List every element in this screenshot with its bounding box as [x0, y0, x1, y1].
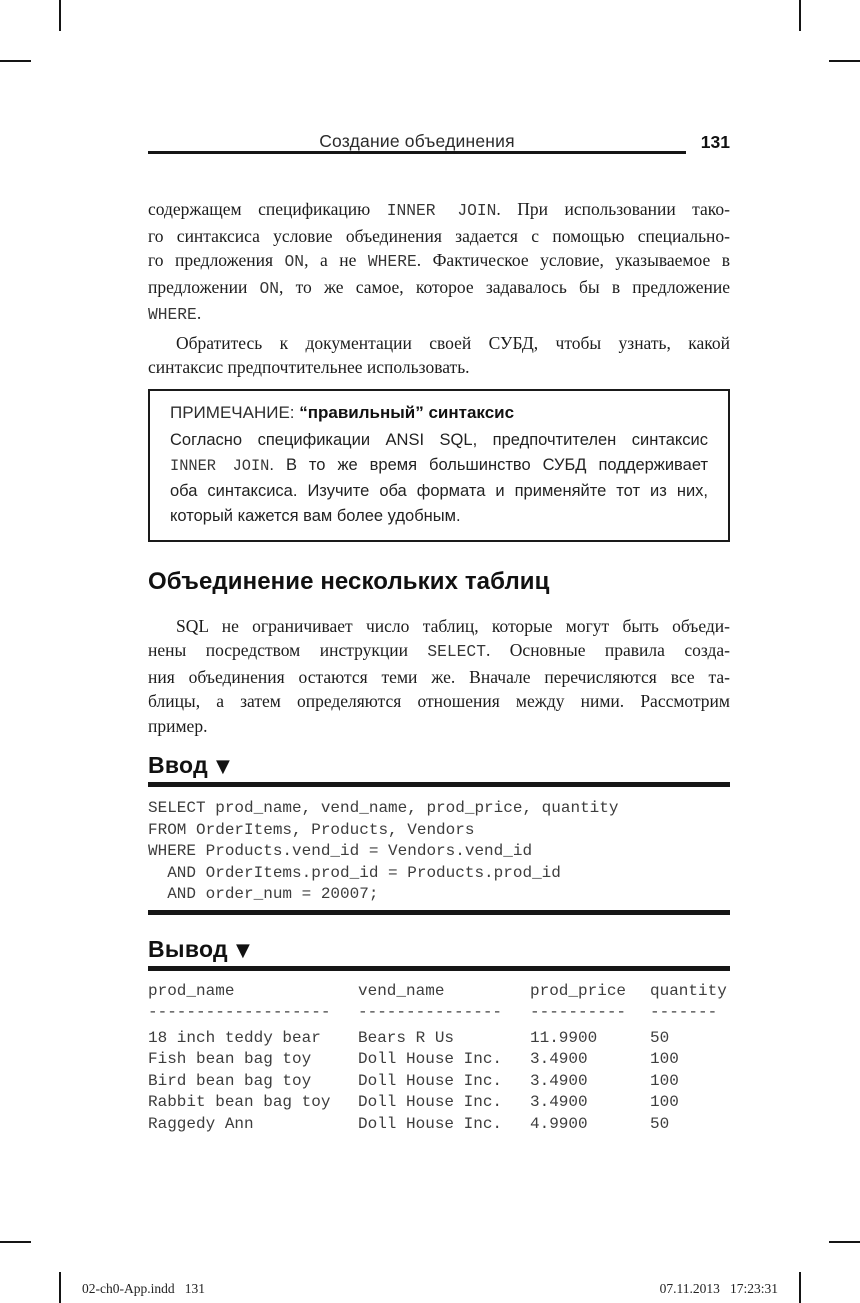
triangle-down-icon: ▼: [235, 939, 250, 961]
crop-mark-top-right-vertical: [799, 0, 801, 31]
note-title: ПРИМЕЧАНИЕ: “правильный” синтаксис: [170, 402, 515, 422]
text-line: синтаксис предпочтительнее использовать.: [148, 357, 470, 377]
note-box: [148, 389, 730, 542]
table-cell: 50: [650, 1114, 670, 1133]
text-line: го синтаксиса условие объединения задается с помощью специально-: [148, 225, 730, 246]
table-row: [148, 1071, 730, 1093]
text-line: го предложения ON, а не WHERE. Фактическое условие, указываемое в: [148, 250, 730, 271]
sql-code-block: [148, 798, 730, 906]
crop-mark-bottom-right-horizontal: [829, 1241, 860, 1243]
table-cell: vend_name: [358, 981, 445, 1000]
text-line: SQL не ограничивает число таблиц, которые могут быть объеди-: [176, 615, 730, 636]
output-heading-label: Вывод: [148, 935, 228, 962]
table-cell: 11.9900: [530, 1028, 598, 1047]
page-content: [148, 197, 730, 1135]
text-line: предложении ON, то же самое, которое задавалось бы в предложение: [148, 276, 730, 298]
input-heading-rule: [148, 782, 730, 787]
footer-timestamp: 07.11.2013 17:23:31: [659, 1281, 778, 1296]
table-cell: Doll House Inc.: [358, 1050, 503, 1068]
table-cell: Bird bean bag toy: [148, 1071, 312, 1090]
paragraph-consult-docs: [148, 331, 730, 380]
footer-file-info: 02-ch0-App.indd 131: [82, 1281, 205, 1296]
table-cell: 4.9900: [530, 1114, 588, 1133]
code-line: AND order_num = 20007;: [148, 885, 379, 903]
table-cell: 100: [650, 1071, 679, 1090]
table-cell: Doll House Inc.: [358, 1114, 503, 1133]
page-footer: [0, 1276, 860, 1303]
text-line: блицы, а затем определяются отношения между ними. Рассмотрим: [148, 691, 730, 711]
page-number: 131: [700, 132, 730, 152]
text-line: Обратитесь к документации своей СУБД, чтобы узнать, какой: [176, 332, 730, 353]
table-cell: ---------------: [358, 1003, 503, 1021]
output-heading-rule: [148, 966, 730, 971]
table-cell: 3.4900: [530, 1050, 588, 1068]
text-line: пример.: [148, 715, 208, 736]
table-cell: Rabbit bean bag toy: [148, 1093, 331, 1111]
table-cell: Doll House Inc.: [358, 1093, 503, 1111]
table-cell: Fish bean bag toy: [148, 1050, 312, 1068]
input-heading: [148, 752, 730, 787]
code-line: AND OrderItems.prod_id = Products.prod_id: [148, 863, 561, 882]
table-cell: 100: [650, 1050, 679, 1068]
table-cell: -------------------: [148, 1003, 331, 1021]
table-cell: 100: [650, 1093, 679, 1111]
table-row: [148, 1049, 730, 1071]
table-cell: -------: [650, 1003, 718, 1021]
text-line: INNER JOIN. В то же время большинство СУБД поддерживает: [170, 455, 709, 475]
note-body: [170, 428, 708, 529]
section-heading: Объединение нескольких таблиц: [148, 567, 550, 595]
table-row: [148, 1092, 730, 1114]
text-line: нены посредством инструкции SELECT. Основные правила созда-: [148, 640, 730, 661]
code-block-end-rule: [148, 910, 730, 915]
table-dash-row: [148, 1002, 730, 1024]
table-row: [148, 1028, 730, 1050]
input-heading-label: Ввод: [148, 752, 208, 778]
table-header-row: [148, 981, 730, 1003]
text-line: Согласно спецификации ANSI SQL, предпочтителен синтаксис: [170, 430, 708, 449]
page-header: [148, 130, 730, 154]
table-row: [148, 1114, 730, 1136]
table-cell: quantity: [650, 981, 727, 1000]
crop-mark-top-left-vertical: [59, 0, 61, 31]
code-line: SELECT prod_name, vend_name, prod_price, quantity: [148, 799, 619, 817]
crop-mark-bottom-left-horizontal: [0, 1241, 31, 1243]
table-cell: Raggedy Ann: [148, 1114, 254, 1133]
triangle-down-icon: ▼: [216, 756, 230, 777]
text-line: ния объединения остаются теми же. Вначале перечисляются все та-: [148, 666, 730, 687]
output-table: [148, 981, 730, 1136]
code-line: FROM OrderItems, Products, Vendors: [148, 820, 475, 839]
paragraph-inner-join: [148, 197, 730, 328]
table-cell: 3.4900: [530, 1071, 588, 1090]
text-line: который кажется вам более удобным.: [170, 506, 461, 525]
table-cell: ----------: [530, 1003, 627, 1021]
table-cell: 50: [650, 1028, 670, 1047]
crop-mark-top-left-horizontal: [0, 60, 31, 62]
table-cell: Bears R Us: [358, 1028, 455, 1047]
running-head-title: Создание объединения: [319, 131, 515, 151]
output-heading: [148, 936, 730, 971]
text-line: содержащем спецификацию INNER JOIN. При использовании тако-: [148, 199, 730, 220]
table-cell: prod_name: [148, 981, 235, 1000]
table-cell: Doll House Inc.: [358, 1071, 503, 1090]
text-line: оба синтаксиса. Изучите оба формата и применяйте тот из них,: [170, 481, 708, 500]
table-cell: prod_price: [530, 981, 627, 1000]
text-line: WHERE.: [148, 303, 202, 324]
crop-mark-top-right-horizontal: [829, 60, 860, 62]
paragraph-multi-table-join: [148, 614, 730, 739]
table-cell: 3.4900: [530, 1093, 588, 1111]
table-cell: 18 inch teddy bear: [148, 1028, 321, 1047]
code-line: WHERE Products.vend_id = Vendors.vend_id: [148, 842, 533, 860]
